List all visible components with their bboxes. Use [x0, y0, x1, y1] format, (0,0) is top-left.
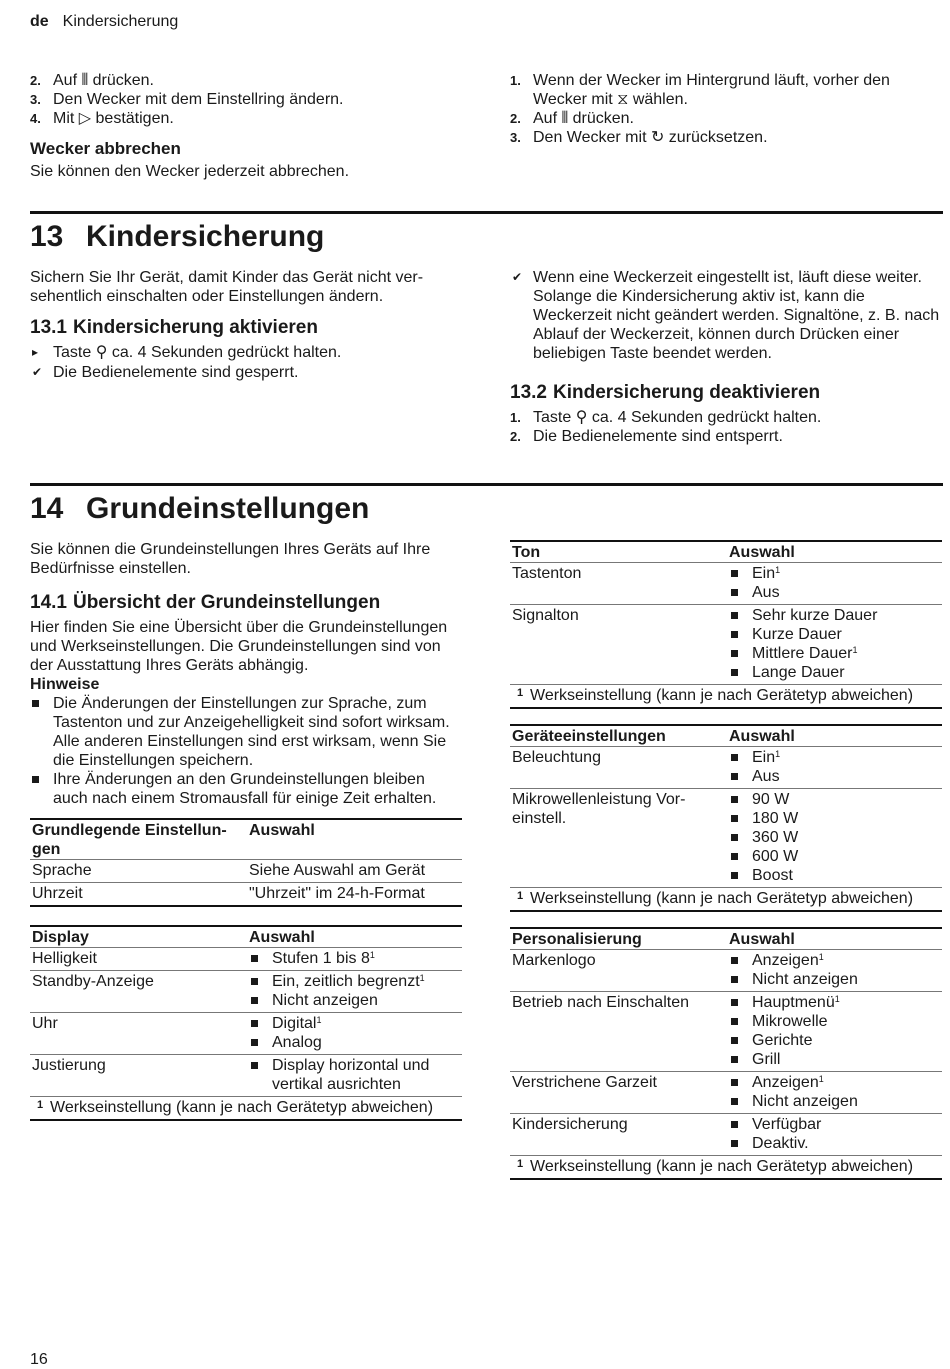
table-footnote-row: 1 Werkseinstellung (kann je nach Gerätetyp abweichen) [510, 685, 942, 709]
basic-settings-table [30, 818, 462, 907]
result-item: ✔ Die Bedienelemente sind gesperrt. [32, 364, 299, 381]
table-row: Signalton Sehr kurze Dauer Kurze Dauer Mittlere Dauer$^1$ Lange Dauer [510, 605, 942, 685]
section-divider [30, 483, 943, 486]
note-item: Die Änderungen der Einstellungen zur Sprache, zum Tastenton und zur Anzeigehelligkeit sind sofort wirksam. Alle anderen Einstellungen sind erst wirksam, wenn Sie die Einstellungen speichern. [30, 694, 462, 770]
option-item: Aus [729, 767, 940, 786]
option-item: Grill [729, 1050, 940, 1069]
alarm-reset-steps [510, 71, 942, 147]
option-item: Nicht anzeigen [729, 1092, 940, 1111]
table-header: Auswahl [247, 926, 462, 948]
step-item: 3. Den Wecker mit ↻ zurücksetzen. [510, 129, 768, 146]
option-item: Sehr kurze Dauer [729, 606, 940, 625]
section-13-left [30, 268, 462, 382]
option-item: Boost [729, 866, 940, 885]
step-item: 2. Auf ⫴ drücken. [30, 72, 154, 89]
option-item: Digital$^1$ [249, 1014, 460, 1033]
table-header: Display [30, 926, 247, 948]
step-item: 1. Taste ⚲ ca. 4 Sekunden gedrückt halten. [510, 409, 822, 426]
option-item: Anzeigen$^1$ [729, 1073, 940, 1092]
personalization-table [510, 927, 942, 1180]
table-header: Auswahl [727, 541, 942, 563]
table-row: Standby-Anzeige Ein, zeitlich begrenzt$^1$ Nicht anzeigen [30, 971, 462, 1013]
step-item: 1. Wenn der Wecker im Hintergrund läuft, vorher den Wecker mit ⧖ wählen. [510, 72, 890, 108]
table-row: Uhr Digital$^1$ Analog [30, 1013, 462, 1055]
option-item: 360 W [729, 828, 940, 847]
table-row: Markenlogo Anzeigen$^1$ Nicht anzeigen [510, 950, 942, 992]
option-item: Lange Dauer [729, 663, 940, 682]
option-item: Mittlere Dauer$^1$ [729, 644, 940, 663]
alarm-change-steps [30, 71, 462, 181]
check-icon: ✔ [32, 365, 43, 379]
result-note: ✔ Wenn eine Weckerzeit eingestellt ist, läuft diese weiter. Solange die Kindersicherung aktiv ist, kann die Weckerzeit nicht geändert werden. Signaltöne, z. B. nach Ablauf der Weckerzeit, können durch Drücken einer beliebigen Taste beendet werden. [512, 269, 940, 362]
step-item: 2. Auf ⫴ drücken. [510, 110, 634, 127]
language-code: de [30, 13, 49, 30]
option-item: Mikrowelle [729, 1012, 940, 1031]
option-item: Anzeigen$^1$ [729, 951, 940, 970]
table-footnote-row: 1 Werkseinstellung (kann je nach Gerätetyp abweichen) [510, 1156, 942, 1180]
option-item: Analog [249, 1033, 460, 1052]
section-14-right [510, 540, 942, 1180]
table-footnote-row: 1 Werkseinstellung (kann je nach Gerätetyp abweichen) [510, 888, 942, 912]
sound-settings-table [510, 540, 942, 709]
table-row: Uhrzeit "Uhrzeit" im 24-h-Format [30, 883, 462, 907]
option-item: Verfügbar [729, 1115, 940, 1134]
section-13-intro: Sichern Sie Ihr Gerät, damit Kinder das Gerät nicht versehentlich einschalten oder Einstellungen ändern. [30, 269, 424, 305]
note-item: Ihre Änderungen an den Grundeinstellungen bleiben auch nach einem Stromausfall für einige Zeit erhalten. [30, 770, 462, 808]
table-row: Helligkeit Stufen 1 bis $8^1$ [30, 948, 462, 971]
table-header: Auswahl [727, 725, 942, 747]
table-header: Auswahl [727, 928, 942, 950]
option-item: 180 W [729, 809, 940, 828]
table-row: Verstrichene Garzeit Anzeigen$^1$ Nicht anzeigen [510, 1072, 942, 1114]
table-row: Mikrowellenleistung Voreinstell. 90 W 180 W 360 W 600 W Boost [510, 789, 942, 888]
section-13-right [510, 268, 942, 446]
option-item: Aus [729, 583, 940, 602]
table-header: Personalisierung [510, 928, 727, 950]
device-settings-table [510, 724, 942, 912]
table-header: Grundlegende Einstellungen [30, 819, 247, 860]
subsection-14-1-title: 14.1 Übersicht der Grundeinstellungen [30, 592, 381, 613]
option-item: Nicht anzeigen [249, 991, 460, 1010]
option-item: 600 W [729, 847, 940, 866]
option-item: Nicht anzeigen [729, 970, 940, 989]
table-header: Geräteeinstellungen [510, 725, 727, 747]
table-footnote-row: 1 Werkseinstellung (kann je nach Gerätetyp abweichen) [30, 1097, 462, 1121]
table-header: Auswahl [247, 819, 462, 860]
option-item: Hauptmenü$^1$ [729, 993, 940, 1012]
option-item: Kurze Dauer [729, 625, 940, 644]
table-header: Ton [510, 541, 727, 563]
option-item: Deaktiv. [729, 1134, 940, 1153]
option-item: Display horizontal und vertikal ausrichten [249, 1056, 460, 1094]
display-settings-table [30, 925, 462, 1121]
table-row: Kindersicherung Verfügbar Deaktiv. [510, 1114, 942, 1156]
arrow-icon: ▸ [32, 345, 39, 359]
section-14-intro: Sie können die Grundeinstellungen Ihres Geräts auf Ihre Bedürfnisse einstellen. [30, 541, 431, 577]
step-item: 2. Die Bedienelemente sind entsperrt. [510, 428, 783, 445]
table-row: Sprache Siehe Auswahl am Gerät [30, 860, 462, 883]
notes-heading: Hinweise [30, 676, 100, 693]
cancel-alarm-text: Sie können den Wecker jederzeit abbrechen. [30, 163, 350, 180]
table-row: Beleuchtung Ein$^1$ Aus [510, 747, 942, 789]
cancel-alarm-heading: Wecker abbrechen [30, 139, 181, 158]
section-14-title: 14 Grundeinstellungen [30, 492, 370, 525]
option-item: Stufen 1 bis $8^1$ [249, 949, 460, 968]
option-item: Ein, zeitlich begrenzt$^1$ [249, 972, 460, 991]
step-item: 4. Mit ▷ bestätigen. [30, 110, 174, 127]
subsection-14-1-text: Hier finden Sie eine Übersicht über die Grundeinstellungen und Werkseinstellungen. Die Grundeinstellungen sind von der Ausstattung Ihres Geräts abhängig. [30, 619, 448, 674]
page-header [30, 12, 178, 31]
header-title: Kindersicherung [62, 13, 179, 30]
section-14-left [30, 540, 462, 1121]
section-13-title: 13 Kindersicherung [30, 220, 325, 253]
option-item: Ein$^1$ [729, 748, 940, 767]
option-item: 90 W [729, 790, 940, 809]
table-row: Tastenton Ein$^1$ Aus [510, 563, 942, 605]
option-item: Gerichte [729, 1031, 940, 1050]
option-item: Ein$^1$ [729, 564, 940, 583]
table-row: Betrieb nach Einschalten Hauptmenü$^1$ Mikrowelle Gerichte Grill [510, 992, 942, 1072]
subsection-13-1-title: 13.1 Kindersicherung aktivieren [30, 317, 318, 338]
check-icon: ✔ [512, 270, 523, 284]
table-row: Justierung Display horizontal und vertikal ausrichten [30, 1055, 462, 1097]
action-item: ▸ Taste ⚲ ca. 4 Sekunden gedrückt halten. [32, 344, 342, 361]
section-divider [30, 211, 943, 214]
page-number: 16 [30, 1351, 48, 1368]
subsection-13-2-title: 13.2 Kindersicherung deaktivieren [510, 382, 821, 403]
step-item: 3. Den Wecker mit dem Einstellring ändern. [30, 91, 344, 108]
